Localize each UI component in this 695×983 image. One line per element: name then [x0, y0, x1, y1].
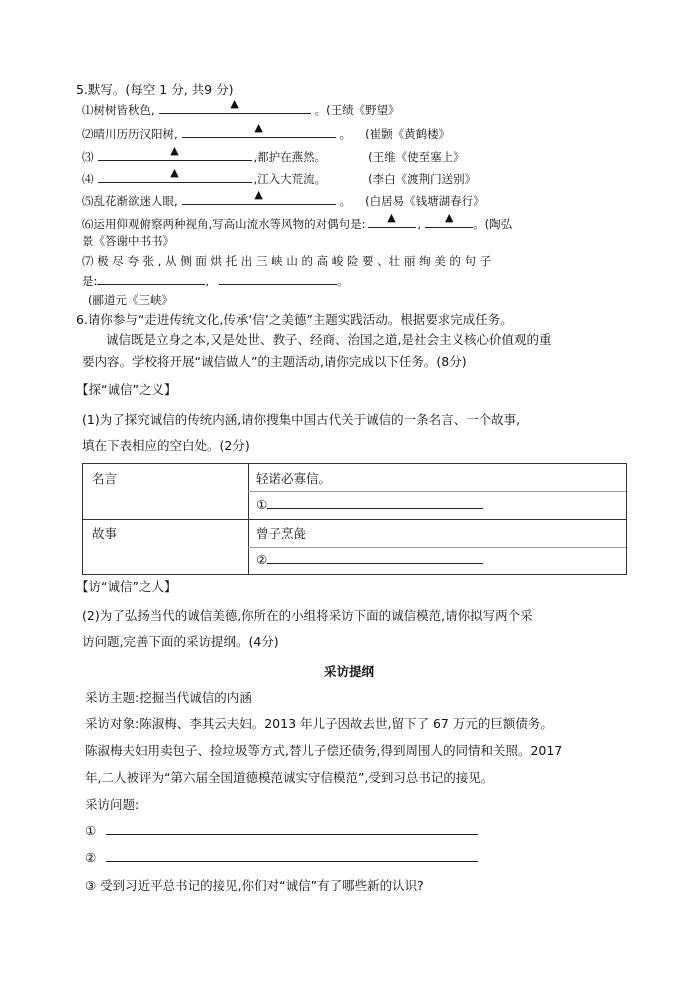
q5-line7b — [82, 272, 349, 289]
answer-blank[interactable] — [182, 188, 336, 205]
table-divider — [248, 547, 626, 548]
q5-line2-period: 。 — [339, 127, 352, 141]
interview-question-3: ③ 受到习近平总书记的接见,你们对“诚信”有了哪些新的认识? — [85, 878, 424, 893]
table-saying-given: 轻诺必寡信。 — [256, 471, 332, 486]
answer-blank[interactable] — [106, 849, 478, 862]
q6-paragraph-1: 诚信既是立身之本,又是处世、教子、经商、治国之道,是社会主义核心价值观的重 — [106, 332, 552, 347]
table-story-num: ② — [256, 552, 268, 567]
table-divider — [248, 491, 626, 492]
answer-blank[interactable] — [98, 144, 252, 161]
q5-line1 — [82, 97, 400, 118]
task1-prompt-1: (1)为了探究诚信的传统内涵,请你搜集中国古代关于诚信的一条名言、一个故事, — [82, 412, 521, 427]
task1-prompt-2: 填在下表相应的空白处。(2分) — [82, 438, 250, 453]
answer-blank[interactable] — [159, 97, 311, 114]
triangle-icon: ▲ — [230, 97, 239, 110]
q5-line6-source: 景《答谢中书书》 — [82, 234, 174, 248]
q5-line1-source: 。(王绩《野望》 — [314, 103, 400, 117]
answer-blank[interactable] — [425, 211, 473, 228]
answer-blank[interactable] — [182, 121, 336, 138]
q5-line4 — [82, 166, 477, 187]
task2-prompt-1: (2)为了弘扬当代的诚信美德,你所在的小组将采访下面的诚信模范,请你拟写两个采 — [82, 608, 533, 623]
q5-line3-text: ,都护在燕然。 — [253, 150, 327, 164]
triangle-icon: ▲ — [254, 188, 263, 201]
q5-line6-text: ⑹运用仰观俯察两种视角,写高山流水等风物的对偶句是: — [82, 217, 366, 231]
interview-subject-3: 年,二人被评为“第六届全国道德模范诚实守信模范”,受到习总书记的接见。 — [85, 770, 494, 785]
q5-line3-num: ⑶ — [82, 150, 94, 164]
q5-line4-source: (李白《渡荆门送别》 — [368, 172, 477, 186]
task2-prompt-2: 访问题,完善下面的采访提纲。(4分) — [82, 634, 279, 649]
table-label-saying: 名言 — [92, 471, 118, 486]
interview-subject-1: 采访对象:陈淑梅、李其云夫妇。2013 年儿子因故去世,留下了 67 万元的巨额债务。 — [85, 716, 553, 731]
answer-blank[interactable] — [368, 211, 416, 228]
table-story-answer — [256, 551, 483, 567]
interview-questions-label: 采访问题: — [85, 797, 140, 812]
answer-blank[interactable] — [219, 272, 337, 285]
sayings-table — [82, 463, 627, 575]
q5-line7-lead: 是: — [82, 274, 98, 288]
answer-blank[interactable] — [267, 551, 483, 564]
question-1-num: ① — [85, 823, 97, 838]
triangle-icon: ▲ — [387, 211, 396, 224]
triangle-icon: ▲ — [170, 144, 179, 157]
q5-line3 — [82, 144, 465, 165]
interview-question-2 — [85, 849, 478, 865]
q5-line5-period: 。 — [339, 194, 352, 208]
q5-line5-text: ⑸乱花渐欲迷人眼, — [82, 194, 178, 208]
q5-line7: ⑺ 极 尽 夸 张 , 从 侧 面 烘 托 出 三 峡 山 的 高 峻 险 要 、壮 丽 绚 美 的 句 子 — [82, 254, 492, 268]
interview-topic: 采访主题:挖掘当代诚信的内涵 — [85, 690, 252, 705]
q5-line6-end: 。(陶弘 — [473, 217, 513, 231]
q5-line4-num: ⑷ — [82, 172, 94, 186]
q5-title: 5.默写。(每空 1 分, 共9 分) — [76, 82, 234, 97]
interview-subject-2: 陈淑梅夫妇用卖包子、捡垃圾等方式,替儿子偿还债务,得到周围人的同情和关照。2017 — [85, 743, 563, 758]
question-2-num: ② — [85, 850, 97, 865]
table-story-given: 曾子烹彘 — [256, 526, 307, 541]
triangle-icon: ▲ — [170, 166, 179, 179]
q5-line5 — [82, 188, 485, 209]
q5-line5-source: (白居易《钱塘湖春行》 — [365, 194, 485, 208]
interview-question-1 — [85, 822, 478, 838]
q5-line2-text: ⑵晴川历历汉阳树, — [82, 127, 178, 141]
q5-line7-comma: , — [205, 274, 210, 288]
q5-line2-source: (崔颢《黄鹤楼》 — [365, 127, 451, 141]
q5-line2 — [82, 121, 451, 142]
q5-line3-source: (王维《使至塞上》 — [368, 150, 465, 164]
answer-blank[interactable] — [267, 496, 483, 509]
answer-blank[interactable] — [106, 822, 478, 835]
table-saying-answer — [256, 496, 483, 512]
q5-line6 — [82, 211, 513, 232]
table-divider — [83, 519, 626, 520]
table-saying-num: ① — [256, 497, 268, 512]
q5-line6-comma: , — [417, 217, 422, 231]
q6-intro: 6.请你参与“走进传统文化,传承‘信’之美德”主题实践活动。根据要求完成任务。 — [76, 312, 513, 327]
q5-line1-text: ⑴树树皆秋色, — [82, 103, 155, 117]
triangle-icon: ▲ — [254, 121, 263, 134]
answer-blank[interactable] — [98, 166, 252, 183]
answer-blank[interactable] — [97, 272, 205, 285]
section-heading-meaning: 【探“诚信”之义】 — [76, 382, 177, 397]
section-heading-people: 【访“诚信”之人】 — [76, 579, 177, 594]
q5-line7-period: 。 — [337, 274, 349, 288]
triangle-icon: ▲ — [444, 211, 454, 224]
q5-line7-source: (郦道元《三峡》 — [88, 293, 173, 307]
q6-paragraph-2: 要内容。学校将开展“诚信做人”的主题活动,请你完成以下任务。(8分) — [82, 354, 467, 369]
outline-title: 采访提纲 — [324, 664, 375, 679]
q5-line4-text: ,江入大荒流。 — [253, 172, 327, 186]
table-label-story: 故事 — [92, 526, 118, 541]
